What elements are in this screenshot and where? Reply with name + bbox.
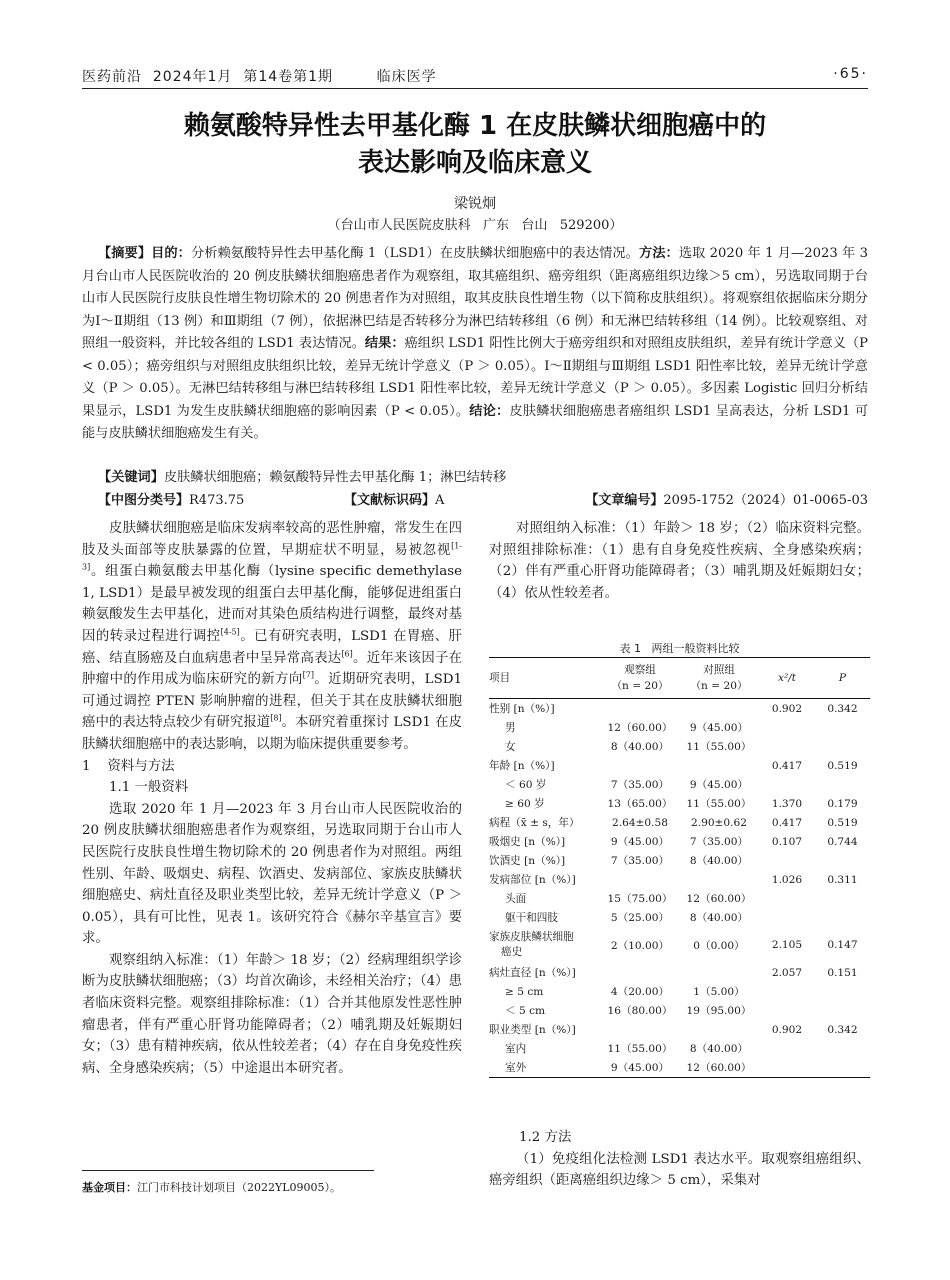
observation-cell: 2（10.00）: [610, 939, 670, 952]
table-row: [489, 699, 870, 719]
table-row: [489, 870, 870, 889]
statistic-cell: [759, 737, 815, 756]
table-row: [489, 1039, 870, 1058]
p-value-cell: [815, 982, 870, 1001]
author-affiliation: （台山市人民医院皮肤科 广东 台山 529200）: [327, 218, 623, 233]
row-label: 男: [505, 722, 516, 734]
article-number: [585, 489, 868, 508]
p-value-cell: [815, 1039, 870, 1058]
p-value-cell: [815, 1001, 870, 1020]
author-name: 梁锐炯: [454, 196, 496, 212]
statistic-cell: [759, 718, 815, 737]
method-text: 选取 2020 年 1 月—2023 年 3 月台山市人民医院收治的 20 例皮肤鳞状细胞癌患者作为观察组，取其癌组织、癌旁组织（距离癌组织边缘＞5 cm），另选取同期于台山市人民医院行皮肤良性增生物切除术的 20 例患者作为对照组，取其皮肤良性增生物（以下简称皮肤组织）。将观察组依据临床分期分为Ⅰ～Ⅱ期组（13 例）和Ⅲ期组（7 例），依据淋巴结是否转移分为淋巴结转移组（6 例）和无淋巴结转移组（14 例）。比较观察组、对照组一般资料，并比较各组的 LSD1 表达情况。: [82, 246, 869, 351]
result-label: 结果：: [364, 336, 405, 351]
control-cell: [679, 756, 759, 775]
statistic-cell: 2.105: [771, 939, 803, 951]
p-value-cell: 0.744: [827, 835, 858, 848]
purpose-label: 目的：: [151, 246, 191, 261]
keywords-label: 【关键词】: [98, 470, 164, 485]
row-label: 室内: [505, 1043, 527, 1055]
p-value-cell: 0.179: [827, 797, 858, 810]
col-header-p: P: [838, 672, 847, 684]
row-label: 病程（x̄ ± s，年）: [489, 817, 580, 829]
obs-header-label: 观察组: [624, 664, 656, 676]
table-row: [489, 963, 870, 982]
p-value-cell: 0.342: [827, 1023, 858, 1036]
doc-value: A: [435, 493, 445, 508]
method-label: 方法：: [638, 246, 679, 261]
row-label: 病灶直径 [n（%）]: [489, 967, 576, 979]
col-header-statistic: x²/t: [777, 672, 797, 684]
obs-header-n: （n = 20）: [611, 680, 669, 692]
observation-cell: 9（45.00）: [610, 1062, 670, 1074]
p-value-cell: [815, 1058, 870, 1078]
title-line-2: 表达影响及临床意义: [357, 148, 592, 178]
observation-cell: [601, 1020, 679, 1039]
left-column: [82, 518, 462, 1079]
table-row: [489, 794, 870, 813]
row-label: 躯干和四肢: [505, 912, 558, 924]
col-header-control: [679, 658, 759, 699]
table-row: [489, 908, 870, 927]
observation-cell: 2.64±0.58: [611, 816, 669, 829]
control-cell: 12（60.00）: [686, 893, 752, 905]
p-value-cell: [815, 737, 870, 756]
col-header-observation: [601, 658, 679, 699]
p-value-cell: 0.311: [827, 873, 858, 886]
method-paragraph: （1）免疫组化法检测 LSD1 表达水平。取观察组癌组织、癌旁组织（距离癌组织边缘＞ 5 cm），采集对: [489, 1151, 870, 1189]
control-cell: 2.90±0.62: [690, 816, 748, 829]
clc-value: R473.75: [189, 493, 245, 508]
p-value-cell: [815, 775, 870, 794]
table-row: [489, 927, 870, 963]
table-row: [489, 1058, 870, 1078]
footnote-divider: [82, 1170, 374, 1171]
subsection-heading: 1.2 方法: [519, 1130, 572, 1145]
statistic-cell: [759, 775, 815, 794]
observation-cell: 9（45.00）: [610, 836, 670, 848]
control-cell: 1（5.00）: [693, 986, 745, 998]
statistic-cell: [759, 908, 815, 927]
observation-cell: 16（80.00）: [607, 1005, 673, 1017]
keywords: [82, 467, 868, 489]
p-value-cell: [815, 889, 870, 908]
row-label: ＜ 5 cm: [505, 1005, 546, 1017]
table-row: [489, 1001, 870, 1020]
control-cell: [679, 963, 759, 982]
table-row: [489, 982, 870, 1001]
page-number: ·65·: [833, 66, 868, 82]
clc-number: [98, 489, 244, 508]
citation: [6]: [341, 649, 353, 659]
row-label: 职业类型 [n（%）]: [489, 1024, 576, 1036]
statistic-cell: [759, 1058, 815, 1078]
p-value-cell: 0.519: [827, 816, 858, 829]
intro-text-6: 。本研究着重探讨 LSD1 在皮肤鳞状细胞癌中的表达影响，以期为临床提供重要参考。: [82, 715, 462, 752]
citation: [4-5]: [220, 627, 240, 637]
observation-cell: 12（60.00）: [607, 722, 673, 734]
table-row: [489, 756, 870, 775]
observation-cell: 8（40.00）: [610, 741, 670, 753]
p-value-cell: [815, 908, 870, 927]
control-cell: [679, 1020, 759, 1039]
title-line-1: 赖氨酸特异性去甲基化酶 1 在皮肤鳞状细胞癌中的: [183, 111, 767, 141]
observation-cell: 15（75.00）: [607, 893, 673, 905]
statistic-cell: [759, 1039, 815, 1058]
control-cell: 7（35.00）: [689, 836, 749, 848]
clc-label: 【中图分类号】: [98, 493, 190, 508]
citation: [8]: [270, 713, 282, 723]
result-text: 癌组织 LSD1 阳性比例大于癌旁组织和对照组皮肤组织，差异有统计学意义（P < 0.05）；癌旁组织与对照组皮肤组织比较，差异无统计学意义（P ＞ 0.05）。Ⅰ～Ⅱ期组与Ⅲ期组 LSD1 阳性率比较，差异无统计学意义（P ＞ 0.05）。无淋巴结转移组与淋巴结转移组 LSD1 阳性率比较，差异无统计学意义（P ＞ 0.05）。多因素 Logistic 回归分析结果显示，LSD1 为发生皮肤鳞状细胞癌的影响因素（P < 0.05）。: [82, 336, 868, 419]
table-row: [489, 718, 870, 737]
right-column-bottom: [489, 1127, 870, 1192]
statistic-cell: 1.370: [771, 797, 803, 810]
row-label: 家族皮肤鳞状细胞 癌史: [489, 931, 574, 958]
citation: [1-3]: [82, 541, 462, 572]
ctrl-header-label: 对照组: [703, 664, 735, 676]
table-row: [489, 832, 870, 851]
p-value-cell: 0.519: [827, 759, 858, 772]
journal-info: 医药前沿 2024年1月 第14卷第1期 临床医学: [82, 69, 437, 85]
article-title: [82, 108, 868, 182]
control-cell: 8（40.00）: [689, 855, 749, 867]
p-value-cell: [815, 851, 870, 870]
statistic-cell: 0.107: [771, 835, 803, 848]
footnote-text: 江门市科技计划项目（2022YL09005）。: [137, 1181, 342, 1194]
inclusion-control-paragraph: 对照组纳入标准：（1）年龄＞ 18 岁；（2）临床资料完整。对照组排除标准：（1）患有自身免疫性疾病、全身感染疾病；（2）伴有严重心肝肾功能障碍者；（3）哺乳期及妊娠期妇女；（4）依从性较差者。: [489, 521, 870, 601]
citation: [7]: [302, 670, 314, 680]
conclusion-label: 结论：: [469, 403, 510, 419]
abstract: [82, 243, 868, 446]
observation-cell: 4（20.00）: [610, 986, 670, 998]
conclusion-text: 皮肤鳞状细胞癌患者癌组织 LSD1 呈高表达，分析 LSD1 可能与皮肤鳞状细胞癌发生有关。: [82, 403, 869, 441]
table-row: [489, 1020, 870, 1039]
observation-cell: [601, 756, 679, 775]
table-header-row: [489, 658, 870, 699]
control-cell: 11（55.00）: [686, 798, 752, 810]
table-row: [489, 775, 870, 794]
control-cell: 9（45.00）: [689, 722, 749, 734]
table-caption: 表 1 两组一般资料比较: [619, 642, 740, 655]
observation-cell: 5（25.00）: [610, 912, 670, 924]
statistic-cell: [759, 1001, 815, 1020]
subsection-heading: 1.1 一般资料: [109, 780, 189, 796]
observation-cell: 7（35.00）: [610, 855, 670, 867]
doc-label: 【文献标识码】: [344, 493, 436, 508]
row-label: 室外: [505, 1062, 527, 1074]
intro-text-1: 皮肤鳞状细胞癌是临床发病率较高的恶性肿瘤，常发生在四肢及头面部等皮肤暴露的位置，早期症状不明显，易被忽视: [82, 521, 462, 558]
col-header-item: 项目: [489, 672, 511, 684]
row-label: ≥ 5 cm: [505, 985, 544, 998]
control-cell: [679, 699, 759, 719]
funding-footnote: [82, 1179, 341, 1195]
row-label: 女: [505, 741, 516, 753]
observation-cell: 7（35.00）: [610, 779, 670, 791]
control-cell: 12（60.00）: [686, 1062, 752, 1074]
control-cell: 0（0.00）: [693, 939, 745, 952]
observation-cell: [601, 963, 679, 982]
general-data-paragraph: 选取 2020 年 1 月—2023 年 3 月台山市人民医院收治的 20 例皮肤鳞状细胞癌患者作为观察组，另选取同期于台山市人民医院行皮肤良性增生物切除术的 20 例患者作为对照组。两组性别、年龄、吸烟史、病程、饮酒史、发病部位、家族皮肤鳞状细胞癌史、病灶直径及职业类型比较，差异无统计学意义（P ＞ 0.05），具有可比性，见表 1。该研究符合《赫尔辛基宣言》要求。: [82, 801, 462, 947]
statistic-cell: 0.902: [771, 1023, 803, 1036]
intro-paragraph: [82, 518, 462, 756]
document-code: [344, 489, 444, 508]
intro-text-2: 。组蛋白赖氨酸去甲基化酶（lysine specific demethylase 1, LSD1）是最早被发现的组蛋白去甲基化酶，能够促进组蛋白赖氨酸发生去甲基化，进而对其染色质结构进行调整，最终对基因的转录过程进行调控: [82, 564, 462, 644]
row-label: 发病部位 [n（%）]: [489, 874, 576, 886]
abstract-label: 【摘要】: [98, 246, 152, 261]
keywords-text: 皮肤鳞状细胞癌；赖氨酸特异性去甲基化酶 1；淋巴结转移: [163, 470, 507, 485]
article-label: 【文章编号】: [585, 493, 664, 508]
control-cell: 9（45.00）: [689, 779, 749, 791]
control-cell: 19（95.00）: [686, 1005, 752, 1017]
row-label: ＜ 60 岁: [505, 779, 547, 791]
p-value-cell: 0.151: [827, 966, 858, 979]
control-cell: 8（40.00）: [689, 912, 749, 924]
table-row: [489, 737, 870, 756]
intro-text-4: 。近年来该因子在肿瘤中的作用成为临床研究的新方向: [82, 650, 463, 688]
row-label: 头面: [505, 893, 527, 905]
p-value-cell: 0.147: [827, 939, 858, 951]
intro-text-5: 。近期研究表明，LSD1 可通过调控 PTEN 影响肿瘤的进程，但关于其在皮肤鳞状细胞癌中的表达特点较少有研究报道: [82, 672, 462, 731]
statistic-cell: 0.902: [771, 702, 803, 715]
row-label: ≥ 60 岁: [505, 798, 545, 810]
table-row: [489, 851, 870, 870]
control-cell: 8（40.00）: [689, 1043, 749, 1055]
statistic-cell: 0.417: [771, 816, 803, 829]
running-header: [82, 58, 868, 89]
table-row: [489, 889, 870, 908]
ctrl-header-n: （n = 20）: [690, 680, 748, 692]
observation-cell: [601, 870, 679, 889]
right-column-top: [489, 518, 870, 604]
intro-text-3: 。已有研究表明，LSD1 在胃癌、肝癌、结直肠癌及白血病患者中呈异常高表达: [82, 628, 463, 666]
statistic-cell: [759, 889, 815, 908]
statistic-cell: 1.026: [771, 873, 803, 886]
statistic-cell: [759, 982, 815, 1001]
row-label: 吸烟史 [n（%）]: [489, 836, 566, 848]
row-label: 饮酒史 [n（%）]: [489, 855, 566, 867]
purpose-text: 分析赖氨酸特异性去甲基化酶 1（LSD1）在皮肤鳞状细胞癌中的表达情况。: [190, 246, 639, 261]
statistic-cell: [759, 851, 815, 870]
statistic-cell: 2.057: [771, 966, 803, 979]
inclusion-observation-paragraph: 观察组纳入标准：（1）年龄＞ 18 岁；（2）经病理组织学诊断为皮肤鳞状细胞癌；（3）均首次确诊，未经相关治疗；（4）患者临床资料完整。观察组排除标准：（1）合并其他原发性恶性肿瘤患者，伴有严重心肝肾功能障碍者；（2）哺乳期及妊娠期妇女；（3）患有精神疾病，依从性较差者；（4）存在自身免疫性疾病、全身感染疾病；（5）中途退出本研究者。: [82, 952, 462, 1076]
table-row: [489, 813, 870, 832]
footnote-label: 基金项目：: [82, 1181, 137, 1194]
p-value-cell: 0.342: [827, 702, 858, 715]
p-value-cell: [815, 718, 870, 737]
observation-cell: [601, 699, 679, 719]
article-value: 2095-1752（2024）01-0065-03: [663, 493, 868, 508]
statistic-cell: 0.417: [771, 759, 803, 772]
control-cell: 11（55.00）: [686, 741, 752, 753]
row-label: 性别 [n（%）]: [489, 703, 555, 715]
row-label: 年龄 [n（%）]: [489, 760, 555, 772]
section-heading: 1 资料与方法: [82, 758, 175, 774]
table-1: [489, 657, 870, 1078]
observation-cell: 11（55.00）: [607, 1043, 673, 1055]
control-cell: [679, 870, 759, 889]
observation-cell: 13（65.00）: [607, 798, 673, 810]
